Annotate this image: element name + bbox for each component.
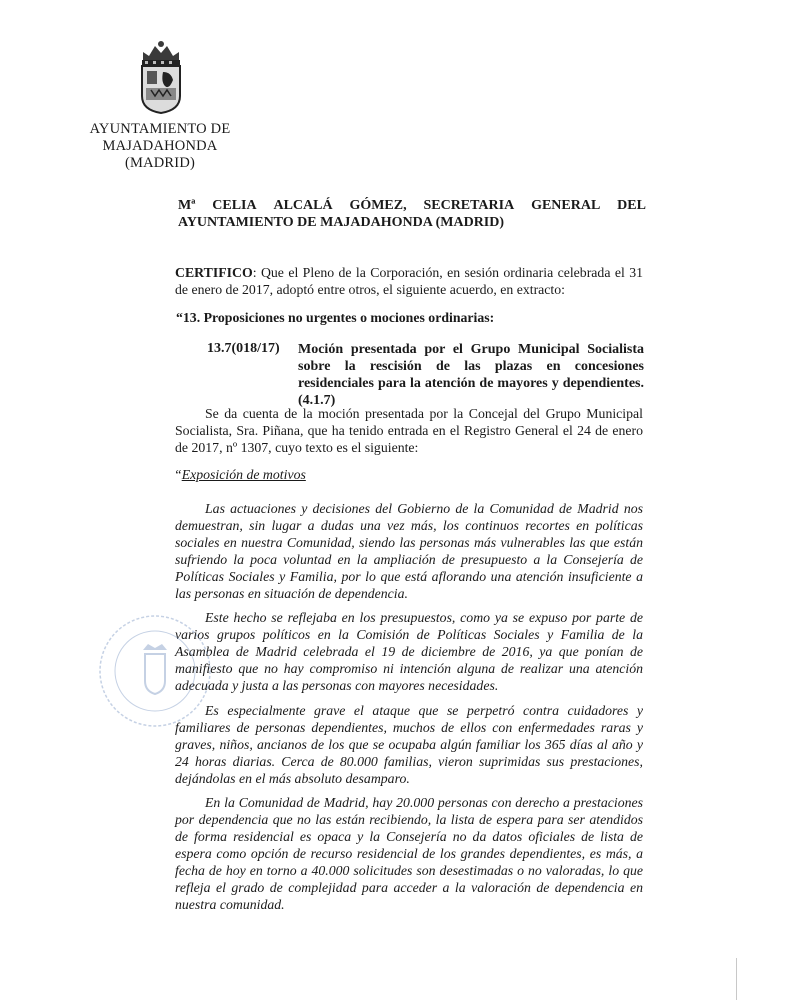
signer-word: SECRETARIA bbox=[423, 198, 515, 213]
intro-paragraph: Se da cuenta de la moción presentada por la Concejal del Grupo Municipal Socialista, Sra. Piñana, que ha tenido entrada en el Registro General el 24 de enero de 2017, nº 1307, cuyo texto es el siguiente: bbox=[175, 406, 643, 455]
signer-heading bbox=[178, 197, 646, 231]
signer-line-1 bbox=[178, 197, 646, 214]
page-edge-divider bbox=[736, 958, 737, 1000]
certify-text: : Que el Pleno de la Corporación, en sesión ordinaria celebrada el 31 de enero de 2017, adoptó entre otros, el siguiente acuerdo, en extracto: bbox=[175, 265, 643, 297]
motion-title: Moción presentada por el Grupo Municipal Socialista sobre la rescisión de las plazas en concesiones residenciales para la atención de mayores y dependientes. (4.1.7) bbox=[298, 342, 644, 408]
signer-line-2: AYUNTAMIENTO DE MAJADAHONDA (MADRID) bbox=[178, 215, 505, 230]
section-quote: “ bbox=[174, 467, 182, 482]
signer-word: Mª bbox=[178, 198, 196, 213]
exposition-paragraph: Las actuaciones y decisiones del Gobierno de la Comunidad de Madrid nos demuestran, sin lugar a dudas una vez más, los continuos recortes en políticas sociales en nuestra Comunidad, siendo las personas más vulnerables las que están sufriendo la poca voluntad en la ampliación de presupuesto a la Consejería de Políticas Sociales y Familia, por lo que está aflorando una atención insuficiente a las personas en situación de dependencia. bbox=[175, 501, 643, 601]
org-line-2: MAJADAHONDA bbox=[102, 138, 218, 154]
official-stamp-icon bbox=[98, 606, 213, 736]
signer-word: GENERAL bbox=[531, 198, 601, 213]
exposition-paragraph: Es especialmente grave el ataque que se perpetró contra cuidadores y familiares de personas dependientes, muchos de ellos con enfermedades raras y graves, niños, ancianos de los que se ocupaba algún familiar los 365 días al año y 24 horas diarias. Cerca de 80.000 familias, vieron suprimidas sus prestaciones, dejándolas en el más absoluto desamparo. bbox=[175, 703, 643, 786]
coat-of-arms-icon bbox=[133, 38, 189, 114]
signer-word: DEL bbox=[617, 198, 646, 213]
org-line-1: AYUNTAMIENTO DE bbox=[89, 121, 231, 137]
exposition-paragraph: Este hecho se reflejaba en los presupuestos, como ya se expuso por parte de varios grupos políticos en la Comisión de Políticas Sociales y Familia de la Asamblea de Madrid celebrada el 19 de diciembre de 2016, ya que ponían de manifiesto que no hay compromiso ni intención alguna de realizar una atención adecuada y justa a las personas con mayores necesidades. bbox=[175, 610, 643, 693]
section-title-text: Exposición de motivos bbox=[181, 467, 306, 482]
organization-header bbox=[80, 121, 240, 172]
section-title bbox=[174, 466, 642, 483]
certify-paragraph bbox=[175, 264, 643, 298]
motion-number: 13.7(018/17) bbox=[207, 341, 280, 356]
signer-word: GÓMEZ, bbox=[349, 198, 407, 213]
certify-label: CERTIFICO bbox=[175, 265, 253, 280]
org-line-3: (MADRID) bbox=[124, 155, 196, 171]
exposition-paragraph: En la Comunidad de Madrid, hay 20.000 personas con derecho a prestaciones por dependencia que no las están recibiendo, la lista de espera para ser atendidos de forma residencial es opaca y la Consejería no da datos oficiales de lista de espera como opción de recurso residencial de los grandes dependientes, es más, a fecha de hoy en torno a 40.000 solicitudes son desestimadas o no valoradas, lo que refleja el grado de complejidad para acceder a la valoración de dependencia en nuestra comunidad. bbox=[175, 795, 643, 912]
item-heading: “13. Proposiciones no urgentes o mociones ordinarias: bbox=[176, 310, 495, 325]
signer-word: CELIA bbox=[212, 198, 257, 213]
signer-word: ALCALÁ bbox=[273, 198, 333, 213]
